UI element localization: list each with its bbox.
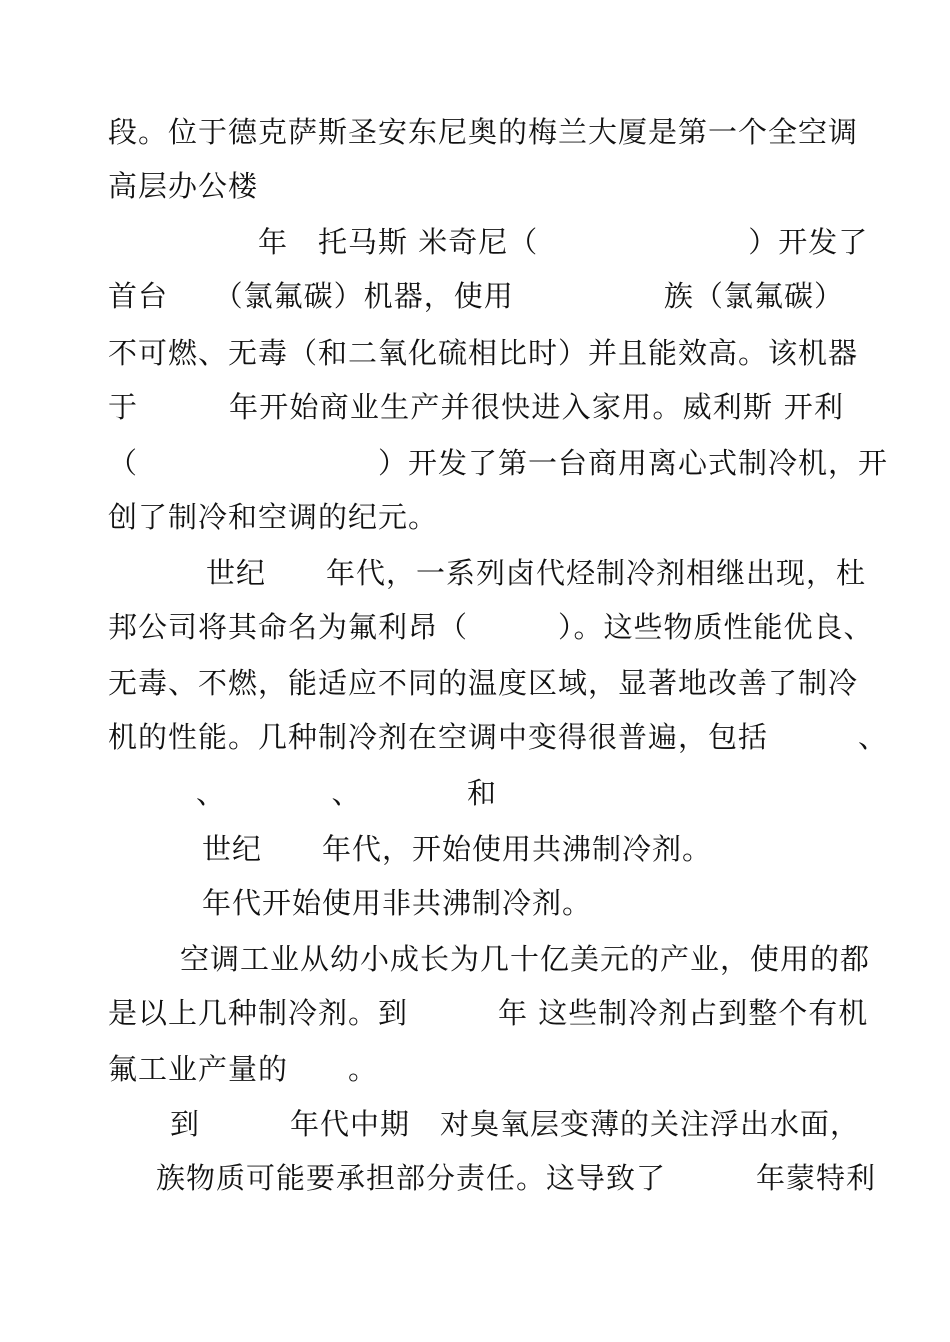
paragraph-line: 首台 （氯氟碳）机器，使用 族（氯氟碳） <box>108 279 844 313</box>
paragraph-line: 氟工业产量的 。 <box>108 1052 379 1086</box>
paragraph-line: 不可燃、无毒（和二氧化硫相比时）并且能效高。该机器 <box>108 336 859 370</box>
paragraph-line: 创了制冷和空调的纪元。 <box>108 500 439 534</box>
paragraph-line: 年代开始使用非共沸制冷剂。 <box>202 886 593 920</box>
paragraph-line: 年 托马斯 米奇尼（ ）开发了 <box>258 225 869 259</box>
paragraph-line: 高层办公楼 <box>108 169 259 203</box>
paragraph-line: 世纪 年代，开始使用共沸制冷剂。 <box>202 832 713 866</box>
paragraph-line: 段。位于德克萨斯圣安东尼奥的梅兰大厦是第一个全空调 <box>108 115 859 149</box>
paragraph-line: 族物质可能要承担部分责任。这导致了 年蒙特利 <box>156 1161 877 1195</box>
paragraph-line: 到 年代中期 对臭氧层变薄的关注浮出水面， <box>170 1107 861 1141</box>
paragraph-line: 于 年开始商业生产并很快进入家用。威利斯 开利 <box>108 390 844 424</box>
paragraph-line: （ ）开发了第一台商用离心式制冷机，开 <box>108 446 889 480</box>
paragraph-line: 无毒、不燃，能适应不同的温度区域，显著地改善了制冷 <box>108 666 859 700</box>
paragraph-line: 邦公司将其命名为氟利昂（ ）。这些物质性能优良、 <box>108 610 874 644</box>
paragraph-line: 机的性能。几种制冷剂在空调中变得很普遍，包括 、 <box>108 720 889 754</box>
paragraph-line: 世纪 年代，一系列卤代烃制冷剂相继出现，杜 <box>206 556 867 590</box>
paragraph-line: 是以上几种制冷剂。到 年 这些制冷剂占到整个有机 <box>108 996 869 1030</box>
paragraph-line: 、 、 和 <box>196 776 498 810</box>
paragraph-line: 空调工业从幼小成长为几十亿美元的产业，使用的都 <box>180 942 871 976</box>
